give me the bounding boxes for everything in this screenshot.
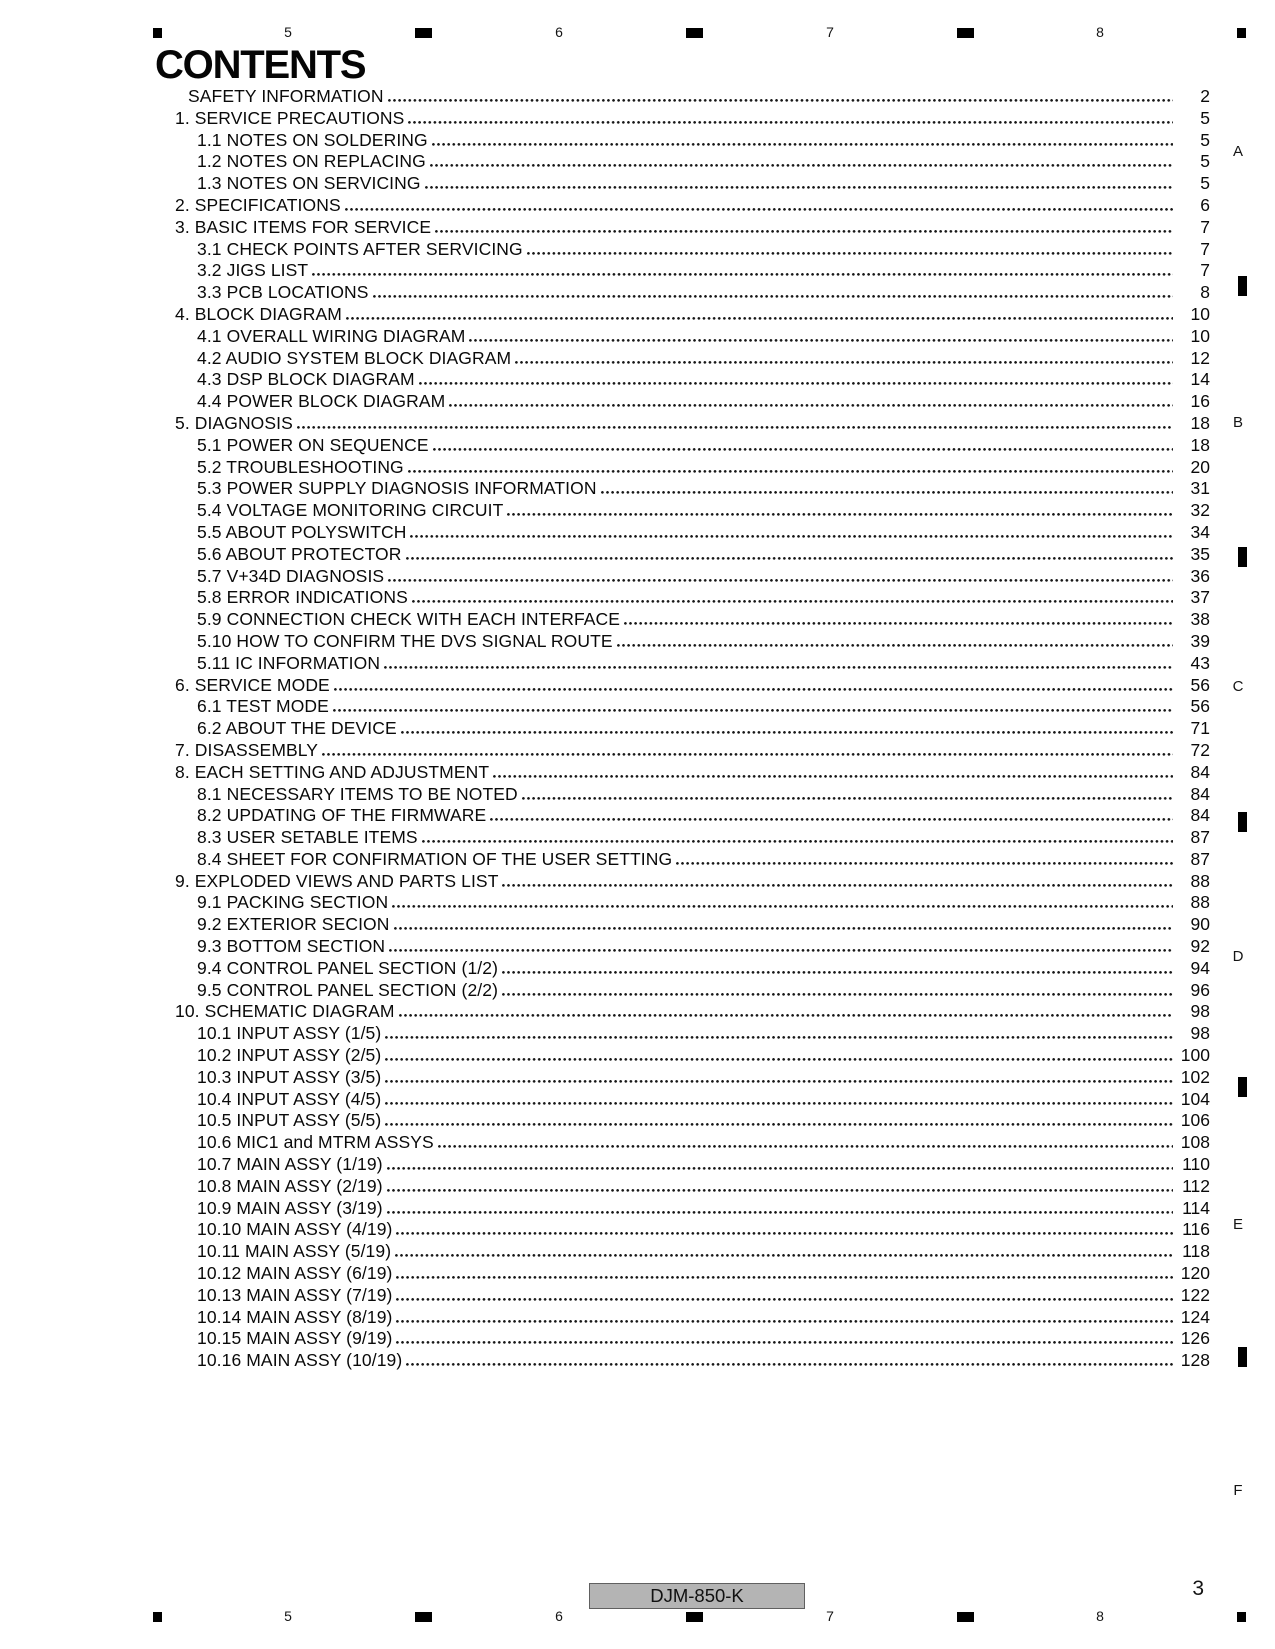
- toc-entry: [175, 1285, 1210, 1307]
- toc-entry: [175, 653, 1210, 675]
- toc-entry-label: 8.2 UPDATING OF THE FIRMWARE: [197, 805, 487, 826]
- dotted-leader: [522, 787, 1173, 800]
- edge-mark-icon: [1238, 276, 1247, 296]
- dotted-leader: [387, 1201, 1173, 1214]
- toc-entry: [175, 762, 1210, 784]
- toc-entry-label: 10.16 MAIN ASSY (10/19): [197, 1350, 403, 1371]
- toc-entry-page-number: 100: [1180, 1045, 1210, 1066]
- toc-entry-page-number: 96: [1190, 979, 1210, 1000]
- toc-entry: [175, 173, 1210, 195]
- toc-entry-page-number: 39: [1190, 630, 1210, 651]
- toc-entry-page-number: 126: [1180, 1328, 1210, 1349]
- toc-entry-label: 10.4 INPUT ASSY (4/5): [197, 1088, 382, 1109]
- toc-entry: [175, 435, 1210, 457]
- grid-row-label: A: [1232, 143, 1243, 160]
- toc-entry-label: 4.1 OVERALL WIRING DIAGRAM: [197, 325, 466, 346]
- registration-mark-icon: [957, 28, 974, 38]
- toc-entry-page-number: 122: [1180, 1284, 1210, 1305]
- toc-entry-label: 3.2 JIGS LIST: [197, 260, 309, 281]
- toc-entry-label: 3.1 CHECK POINTS AFTER SERVICING: [197, 238, 523, 259]
- toc-entry-label: 10.1 INPUT ASSY (1/5): [197, 1023, 382, 1044]
- toc-entry-page-number: 43: [1190, 652, 1210, 673]
- toc-entry-label: 5.7 V+34D DIAGNOSIS: [197, 565, 385, 586]
- toc-entry-page-number: 84: [1190, 783, 1210, 804]
- toc-entry-page-number: 12: [1190, 347, 1210, 368]
- dotted-leader: [410, 525, 1173, 538]
- toc-entry-label: 5.11 IC INFORMATION: [197, 652, 381, 673]
- toc-entry: [175, 348, 1210, 370]
- dotted-leader: [401, 721, 1173, 734]
- footer-page-number: 3: [1192, 1577, 1204, 1600]
- toc-entry: [175, 369, 1210, 391]
- toc-entry-page-number: 36: [1190, 565, 1210, 586]
- toc-entry-page-number: 92: [1190, 936, 1210, 957]
- toc-entry: [175, 304, 1210, 326]
- toc-entry-label: 9.3 BOTTOM SECTION: [197, 936, 386, 957]
- toc-entry: [175, 1154, 1210, 1176]
- registration-mark-icon: [1237, 1612, 1246, 1622]
- toc-entry-label: 10.11 MAIN ASSY (5/19): [197, 1241, 392, 1262]
- grid-column-label: 6: [555, 1608, 563, 1624]
- dotted-leader: [490, 808, 1173, 821]
- toc-entry-page-number: 5: [1200, 151, 1210, 172]
- toc-entry-page-number: 7: [1200, 216, 1210, 237]
- toc-entry-label: 9.2 EXTERIOR SECION: [197, 914, 390, 935]
- dotted-leader: [333, 699, 1173, 712]
- registration-mark-icon: [415, 1612, 432, 1622]
- toc-entry-page-number: 18: [1190, 434, 1210, 455]
- toc-entry: [175, 914, 1210, 936]
- toc-entry-page-number: 128: [1180, 1350, 1210, 1371]
- dotted-leader: [396, 1266, 1173, 1279]
- dotted-leader: [408, 111, 1173, 124]
- dotted-leader: [502, 874, 1173, 887]
- dotted-leader: [449, 394, 1173, 407]
- toc-entry-label: 2. SPECIFICATIONS: [175, 194, 341, 215]
- toc-entry-page-number: 118: [1182, 1241, 1210, 1262]
- toc-entry-label: 10.12 MAIN ASSY (6/19): [197, 1263, 393, 1284]
- toc-entry-page-number: 112: [1182, 1175, 1210, 1196]
- toc-entry: [175, 1067, 1210, 1089]
- toc-entry: [175, 239, 1210, 261]
- page-title: CONTENTS: [155, 43, 366, 87]
- toc-entry-label: 10.13 MAIN ASSY (7/19): [197, 1284, 393, 1305]
- toc-entry-page-number: 7: [1200, 260, 1210, 281]
- toc-entry-page-number: 6: [1200, 194, 1210, 215]
- dotted-leader: [527, 242, 1173, 255]
- dotted-leader: [419, 372, 1173, 385]
- toc-entry-page-number: 56: [1190, 674, 1210, 695]
- toc-entry-label: 5.6 ABOUT PROTECTOR: [197, 543, 402, 564]
- toc-entry-label: 5.8 ERROR INDICATIONS: [197, 587, 408, 608]
- dotted-leader: [624, 612, 1173, 625]
- dotted-leader: [385, 1026, 1173, 1039]
- toc-entry: [175, 500, 1210, 522]
- edge-mark-icon: [1238, 1077, 1247, 1097]
- registration-mark-icon: [153, 28, 162, 38]
- toc-entry-page-number: 87: [1190, 848, 1210, 869]
- dotted-leader: [394, 917, 1173, 930]
- dotted-leader: [395, 1244, 1173, 1257]
- registration-mark-icon: [153, 1612, 162, 1622]
- dotted-leader: [392, 895, 1173, 908]
- toc-entry-page-number: 98: [1190, 1023, 1210, 1044]
- toc-entry-label: 9. EXPLODED VIEWS AND PARTS LIST: [175, 870, 499, 891]
- toc-entry-page-number: 116: [1182, 1219, 1210, 1240]
- toc-entry-label: 1.1 NOTES ON SOLDERING: [197, 129, 428, 150]
- toc-entry: [175, 1089, 1210, 1111]
- toc-entry: [175, 1110, 1210, 1132]
- toc-entry-page-number: 120: [1180, 1263, 1210, 1284]
- dotted-leader: [388, 569, 1173, 582]
- dotted-leader: [399, 1004, 1173, 1017]
- toc-entry-label: 5.4 VOLTAGE MONITORING CIRCUIT: [197, 500, 504, 521]
- toc-entry: [175, 1132, 1210, 1154]
- grid-row-label: F: [1233, 1482, 1243, 1499]
- toc-entry-page-number: 114: [1182, 1197, 1210, 1218]
- toc-entry: [175, 1023, 1210, 1045]
- dotted-leader: [502, 961, 1173, 974]
- dotted-leader: [385, 1070, 1173, 1083]
- dotted-leader: [507, 503, 1173, 516]
- toc-entry-page-number: 87: [1190, 827, 1210, 848]
- toc-entry: [175, 108, 1210, 130]
- toc-entry: [175, 1328, 1210, 1350]
- toc-entry: [175, 740, 1210, 762]
- dotted-leader: [387, 1157, 1173, 1170]
- toc-entry: [175, 718, 1210, 740]
- toc-entry: [175, 805, 1210, 827]
- toc-entry-page-number: 5: [1200, 173, 1210, 194]
- grid-row-label: C: [1232, 678, 1244, 695]
- toc-entry-label: 5.3 POWER SUPPLY DIAGNOSIS INFORMATION: [197, 478, 597, 499]
- toc-entry-label: 3. BASIC ITEMS FOR SERVICE: [175, 216, 432, 237]
- toc-entry-label: 1.2 NOTES ON REPLACING: [197, 151, 426, 172]
- toc-entry-page-number: 94: [1190, 957, 1210, 978]
- toc-entry-label: 10.7 MAIN ASSY (1/19): [197, 1154, 383, 1175]
- toc-entry: [175, 86, 1210, 108]
- toc-entry: [175, 958, 1210, 980]
- grid-row-label: B: [1232, 414, 1243, 431]
- toc-entry-label: 6.2 ABOUT THE DEVICE: [197, 718, 397, 739]
- toc-entry: [175, 151, 1210, 173]
- toc-entry-label: 6.1 TEST MODE: [197, 696, 329, 717]
- toc-entry-label: 4.3 DSP BLOCK DIAGRAM: [197, 369, 415, 390]
- registration-mark-icon: [957, 1612, 974, 1622]
- toc-entry: [175, 326, 1210, 348]
- toc-entry-page-number: 88: [1190, 892, 1210, 913]
- toc-entry-page-number: 88: [1190, 870, 1210, 891]
- dotted-leader: [422, 830, 1173, 843]
- toc-entry-label: 5.9 CONNECTION CHECK WITH EACH INTERFACE: [197, 609, 621, 630]
- toc-entry-page-number: 72: [1190, 739, 1210, 760]
- dotted-leader: [493, 765, 1173, 778]
- toc-entry: [175, 784, 1210, 806]
- grid-column-label: 7: [826, 1608, 834, 1624]
- toc-entry-page-number: 7: [1200, 238, 1210, 259]
- model-label-box: DJM-850-K: [589, 1583, 805, 1609]
- toc-entry-page-number: 56: [1190, 696, 1210, 717]
- toc-entry-page-number: 10: [1190, 303, 1210, 324]
- toc-entry: [175, 130, 1210, 152]
- dotted-leader: [385, 1048, 1173, 1061]
- toc-entry-page-number: 108: [1180, 1132, 1210, 1153]
- grid-column-label: 6: [555, 24, 563, 40]
- toc-entry-label: 8.4 SHEET FOR CONFIRMATION OF THE USER SETTING: [197, 848, 673, 869]
- dotted-leader: [515, 351, 1173, 364]
- toc-entry-page-number: 110: [1182, 1154, 1210, 1175]
- toc-entry-label: 5.2 TROUBLESHOOTING: [197, 456, 404, 477]
- toc-entry-page-number: 14: [1190, 369, 1210, 390]
- toc-entry-label: 9.5 CONTROL PANEL SECTION (2/2): [197, 979, 498, 1000]
- toc-entry-page-number: 38: [1190, 609, 1210, 630]
- toc-entry-label: 8. EACH SETTING AND ADJUSTMENT: [175, 761, 490, 782]
- toc-entry: [175, 609, 1210, 631]
- toc-entry-label: 7. DISASSEMBLY: [175, 739, 319, 760]
- toc-entry-label: 10.15 MAIN ASSY (9/19): [197, 1328, 393, 1349]
- dotted-leader: [430, 154, 1173, 167]
- dotted-leader: [412, 590, 1173, 603]
- dotted-leader: [385, 1113, 1173, 1126]
- toc-entry-label: 3.3 PCB LOCATIONS: [197, 282, 369, 303]
- toc-entry-label: 10.2 INPUT ASSY (2/5): [197, 1045, 382, 1066]
- toc-entry: [175, 413, 1210, 435]
- toc-entry-page-number: 8: [1200, 282, 1210, 303]
- toc-entry-label: 4.2 AUDIO SYSTEM BLOCK DIAGRAM: [197, 347, 512, 368]
- toc-entry-page-number: 5: [1200, 107, 1210, 128]
- dotted-leader: [406, 547, 1174, 560]
- toc-entry-page-number: 106: [1180, 1110, 1210, 1131]
- dotted-leader: [438, 1135, 1173, 1148]
- toc-entry-label: 4.4 POWER BLOCK DIAGRAM: [197, 391, 446, 412]
- dotted-leader: [469, 329, 1173, 342]
- toc-entry-page-number: 32: [1190, 500, 1210, 521]
- toc-entry-page-number: 16: [1190, 391, 1210, 412]
- toc-entry: [175, 1241, 1210, 1263]
- grid-column-label: 5: [284, 24, 292, 40]
- dotted-leader: [435, 220, 1173, 233]
- toc-entry-label: 9.1 PACKING SECTION: [197, 892, 389, 913]
- toc-entry: [175, 675, 1210, 697]
- toc-entry-label: 10.3 INPUT ASSY (3/5): [197, 1066, 382, 1087]
- dotted-leader: [617, 634, 1173, 647]
- edge-mark-icon: [1238, 1347, 1247, 1367]
- toc-entry: [175, 1307, 1210, 1329]
- toc-entry: [175, 544, 1210, 566]
- toc-entry-label: 5.5 ABOUT POLYSWITCH: [197, 521, 407, 542]
- dotted-leader: [502, 983, 1173, 996]
- dotted-leader: [388, 89, 1173, 102]
- toc-entry-label: 1.3 NOTES ON SERVICING: [197, 173, 421, 194]
- toc-entry: [175, 1198, 1210, 1220]
- toc-entry: [175, 1045, 1210, 1067]
- dotted-leader: [396, 1310, 1173, 1323]
- toc-entry-page-number: 90: [1190, 914, 1210, 935]
- dotted-leader: [676, 852, 1173, 865]
- toc-entry: [175, 391, 1210, 413]
- edge-mark-icon: [1238, 547, 1247, 567]
- toc-entry-page-number: 84: [1190, 805, 1210, 826]
- toc-entry: [175, 260, 1210, 282]
- toc-entry-label: 8.3 USER SETABLE ITEMS: [197, 827, 418, 848]
- dotted-leader: [432, 133, 1173, 146]
- grid-column-label: 7: [826, 24, 834, 40]
- toc-entry-page-number: 98: [1190, 1001, 1210, 1022]
- toc-entry: [175, 871, 1210, 893]
- toc-entry-label: 10.5 INPUT ASSY (5/5): [197, 1110, 382, 1131]
- dotted-leader: [389, 939, 1173, 952]
- toc-entry: [175, 1219, 1210, 1241]
- toc-entry-label: 5.10 HOW TO CONFIRM THE DVS SIGNAL ROUTE: [197, 630, 613, 651]
- toc-entry-page-number: 5: [1200, 129, 1210, 150]
- grid-column-label: 8: [1096, 24, 1104, 40]
- dotted-leader: [396, 1331, 1173, 1344]
- dotted-leader: [385, 1092, 1173, 1105]
- toc-entry-label: 5. DIAGNOSIS: [175, 412, 293, 433]
- toc-entry-label: 10.9 MAIN ASSY (3/19): [197, 1197, 383, 1218]
- grid-column-label: 5: [284, 1608, 292, 1624]
- toc-entry-page-number: 2: [1200, 86, 1210, 106]
- toc-entry-page-number: 71: [1190, 718, 1210, 739]
- toc-entry: [175, 849, 1210, 871]
- toc-entry-page-number: 124: [1180, 1306, 1210, 1327]
- toc-entry: [175, 631, 1210, 653]
- toc-entry-page-number: 34: [1190, 521, 1210, 542]
- toc-entry-page-number: 31: [1190, 478, 1210, 499]
- toc-entry: [175, 1176, 1210, 1198]
- dotted-leader: [601, 481, 1173, 494]
- toc-entry: [175, 587, 1210, 609]
- toc-entry-label: 1. SERVICE PRECAUTIONS: [175, 107, 405, 128]
- toc-entry: [175, 1350, 1210, 1372]
- registration-mark-icon: [686, 28, 703, 38]
- toc-entry: [175, 1263, 1210, 1285]
- toc-entry: [175, 457, 1210, 479]
- toc-entry: [175, 478, 1210, 500]
- grid-row-label: E: [1232, 1216, 1243, 1233]
- toc-entry-page-number: 84: [1190, 761, 1210, 782]
- toc-entry: [175, 827, 1210, 849]
- grid-row-label: D: [1232, 948, 1244, 965]
- grid-column-label: 8: [1096, 1608, 1104, 1624]
- toc-entry-label: 10.8 MAIN ASSY (2/19): [197, 1175, 383, 1196]
- toc-entry: [175, 566, 1210, 588]
- toc-entry-page-number: 102: [1180, 1066, 1210, 1087]
- dotted-leader: [425, 176, 1173, 189]
- dotted-leader: [322, 743, 1173, 756]
- registration-mark-icon: [686, 1612, 703, 1622]
- registration-mark-icon: [1237, 28, 1246, 38]
- toc-entry-page-number: 35: [1190, 543, 1210, 564]
- toc-entry-label: SAFETY INFORMATION: [188, 86, 384, 106]
- toc-entry-page-number: 37: [1190, 587, 1210, 608]
- toc-entry: [175, 936, 1210, 958]
- dotted-leader: [334, 678, 1173, 691]
- dotted-leader: [408, 460, 1173, 473]
- toc-entry-label: 10.6 MIC1 and MTRM ASSYS: [197, 1132, 434, 1153]
- dotted-leader: [373, 285, 1173, 298]
- dotted-leader: [312, 263, 1173, 276]
- dotted-leader: [433, 438, 1173, 451]
- toc-entry: [175, 980, 1210, 1002]
- toc-entry: [175, 1001, 1210, 1023]
- toc-entry: [175, 195, 1210, 217]
- edge-mark-icon: [1238, 812, 1247, 832]
- dotted-leader: [387, 1179, 1173, 1192]
- toc-entry-label: 8.1 NECESSARY ITEMS TO BE NOTED: [197, 783, 518, 804]
- toc-entry-page-number: 10: [1190, 325, 1210, 346]
- toc-entry-page-number: 104: [1180, 1088, 1210, 1109]
- dotted-leader: [406, 1353, 1173, 1366]
- toc-entry-label: 10. SCHEMATIC DIAGRAM: [175, 1001, 395, 1022]
- dotted-leader: [297, 416, 1173, 429]
- toc-entry-label: 6. SERVICE MODE: [175, 674, 330, 695]
- dotted-leader: [396, 1288, 1173, 1301]
- dotted-leader: [396, 1222, 1173, 1235]
- toc-entry-label: 10.14 MAIN ASSY (8/19): [197, 1306, 393, 1327]
- toc-list: [175, 86, 1210, 1372]
- toc-entry-label: 10.10 MAIN ASSY (4/19): [197, 1219, 393, 1240]
- toc-entry-page-number: 20: [1190, 456, 1210, 477]
- registration-mark-icon: [415, 28, 432, 38]
- toc-entry: [175, 892, 1210, 914]
- toc-entry: [175, 282, 1210, 304]
- dotted-leader: [345, 198, 1173, 211]
- dotted-leader: [346, 307, 1173, 320]
- toc-entry: [175, 696, 1210, 718]
- toc-entry-page-number: 18: [1190, 412, 1210, 433]
- toc-entry-label: 4. BLOCK DIAGRAM: [175, 303, 342, 324]
- dotted-leader: [384, 656, 1173, 669]
- toc-entry: [175, 522, 1210, 544]
- toc-entry: [175, 217, 1210, 239]
- toc-entry-label: 5.1 POWER ON SEQUENCE: [197, 434, 429, 455]
- toc-entry-label: 9.4 CONTROL PANEL SECTION (1/2): [197, 957, 498, 978]
